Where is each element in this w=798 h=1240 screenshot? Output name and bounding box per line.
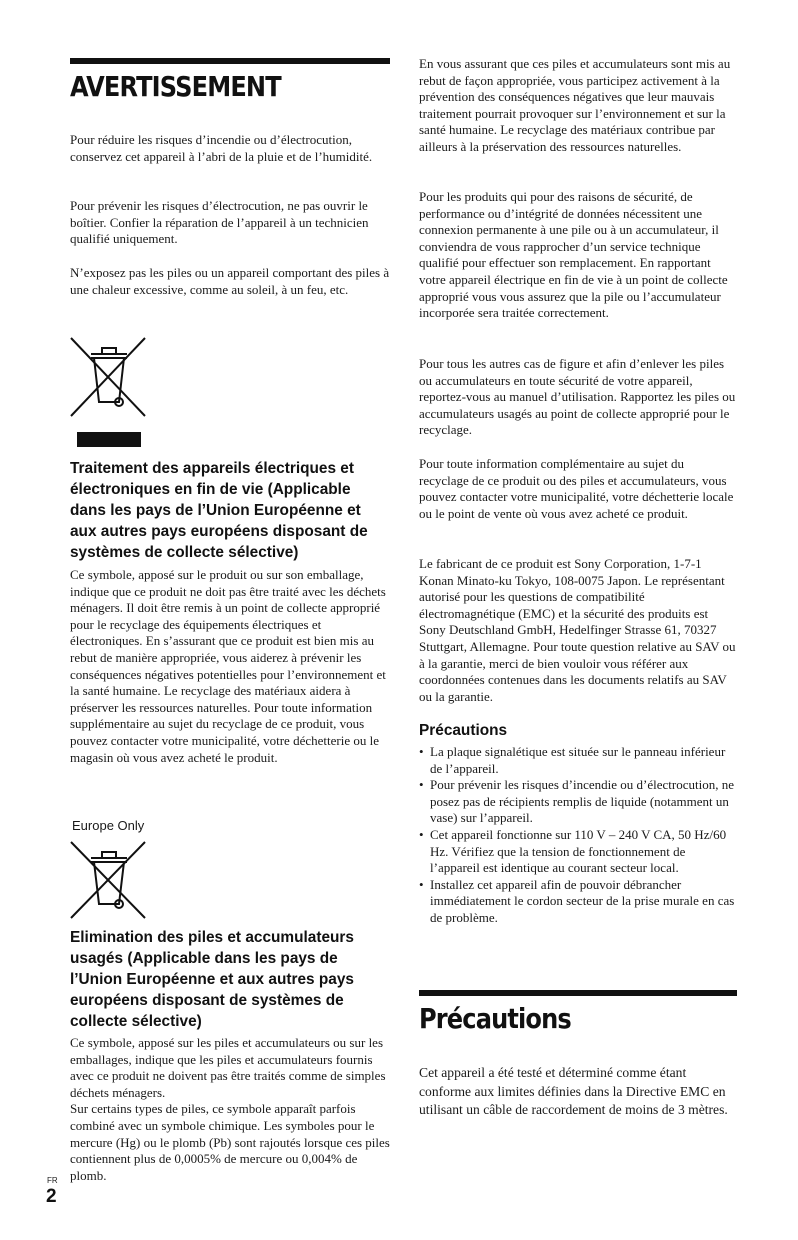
title-rule-precautions xyxy=(419,990,737,996)
page-title-precautions: Précautions xyxy=(419,1002,571,1035)
bullet-icon: • xyxy=(419,744,424,759)
right-paragraph-4: Pour toute information complémentaire au sujet du recyclage de ce produit ou des piles et accumulateurs, vous pouvez contacter votre municipalité, votre déchetterie locale ou le point de vente où vous avez acheté ce produit. xyxy=(419,456,734,521)
right-paragraph-2: Pour les produits qui pour des raisons de sécurité, de performance ou d’intégrité de données nécessitent une connexion permanente à une pile ou à un accumulateur, il conviendra de vous rapprocher d’un service technique qualifié pour effectuer son remplacement. En rapportant votre appareil électrique en fin de vie à un point de collecte approprié vous vous assurez que la pile ou l’accumulateur incorporée sera traitée correctement. xyxy=(419,189,728,321)
weee-heading: Traitement des appareils électriques et électroniques en fin de vie (Applicable dans les pays de l’Union Européenne et aux autres pays européens disposant de systèmes de collecte sélective) xyxy=(70,460,368,561)
list-item-text: Cet appareil fonctionne sur 110 V – 240 V CA, 50 Hz/60 Hz. Vérifiez que la tension de fonctionnement de l’appareil est identique au courant secteur local. xyxy=(430,826,727,876)
list-item xyxy=(419,827,737,877)
page-language-label: FR xyxy=(47,1176,58,1185)
right-paragraph-3: Pour tous les autres cas de figure et afin d’enlever les piles ou accumulateurs en toute sécurité de votre appareil, reportez-vous au manuel d’utilisation. Rapportez les piles ou accumulateurs usagés au point de collecte approprié pour le recyclage. xyxy=(419,356,736,438)
bin-underline-bar xyxy=(77,432,141,447)
europe-only-label: Europe Only xyxy=(72,818,145,833)
list-item xyxy=(419,877,737,927)
page-number: 2 xyxy=(46,1186,57,1207)
warning-paragraph-2: Pour prévenir les risques d’électrocution, ne pas ouvrir le boîtier. Confier la réparation de l’appareil à un technicien qualifié uniquement. xyxy=(70,198,369,247)
list-item xyxy=(419,777,737,827)
list-item-text: Installez cet appareil afin de pouvoir débrancher immédiatement le cordon secteur de la prise murale en cas de problème. xyxy=(430,876,735,925)
right-paragraph-1: En vous assurant que ces piles et accumulateurs sont mis au rebut de façon appropriée, vous participez activement à la prévention des conséquences négatives que leur mauvais traitement pourrait provoquer sur l’environnement et sur la santé humaine. Le recyclage des matériaux contribue par ailleurs à la préservation des ressources naturelles. xyxy=(419,56,731,154)
battery-body: Ce symbole, apposé sur les piles et accumulateurs ou sur les emballages, indique que les piles et accumulateurs fournis avec ce produit ne doivent pas être traités comme de simples déchets ménagers. Sur certains types de piles, ce symbole apparaît parfois combiné avec un symbole chimique. Les symboles pour le mercure (Hg) ou le plomb (Pb) sont rajoutés lorsque ces piles contiennent plus de 0,0005% de mercure ou 0,004% de plomb. xyxy=(70,1035,390,1183)
page-title-avertissement: AVERTISSEMENT xyxy=(70,70,281,103)
crossed-out-bin-icon xyxy=(69,336,147,418)
weee-body: Ce symbole, apposé sur le produit ou sur son emballage, indique que ce produit ne doit pas être traité avec les déchets ménagers. Il doit être remis à un point de collecte approprié pour le recyclage des équipements électriques et électroniques. En s’assurant que ce produit est bien mis au rebut de manière appropriée, vous aiderez à prévenir les conséquences négatives potentielles pour l’environnement et la santé humaine. Le recyclage des matériaux aidera à préserver les ressources naturelles. Pour toute information supplémentaire au sujet du recyclage de ce produit, vous pouvez contacter votre municipalité, votre déchetterie ou le magasin où vous avez acheté le produit. xyxy=(70,567,386,765)
bullet-icon: • xyxy=(419,777,424,793)
list-item-text: Pour prévenir les risques d’incendie ou d’électrocution, ne posez pas de récipients remplis de liquide (notamment un vase) sur l’appareil. xyxy=(430,777,734,826)
bullet-icon: • xyxy=(419,876,424,892)
emc-paragraph: Cet appareil a été testé et déterminé comme étant conforme aux limites définies dans la Directive EMC en utilisant un câble de raccordement de moins de 3 mètres. xyxy=(419,1065,728,1117)
battery-heading: Elimination des piles et accumulateurs usagés (Applicable dans les pays de l’Union Européenne et aux autres pays européens disposant de systèmes de collecte sélective) xyxy=(70,929,354,1030)
warning-paragraph-3: N’exposez pas les piles ou un appareil comportant des piles à une chaleur excessive, comme au soleil, à un feu, etc. xyxy=(70,265,390,297)
list-item xyxy=(419,744,737,777)
warning-paragraph-1: Pour réduire les risques d’incendie ou d’électrocution, conservez cet appareil à l’abri de la pluie et de l’humidité. xyxy=(70,132,373,164)
bullet-icon: • xyxy=(419,826,424,842)
title-rule-avertissement xyxy=(70,58,390,64)
battery-crossed-out-bin-icon xyxy=(69,840,147,920)
list-item-text: La plaque signalétique est située sur le panneau inférieur de l’appareil. xyxy=(430,744,726,776)
precautions-list xyxy=(419,744,737,927)
right-paragraph-5: Le fabricant de ce produit est Sony Corporation, 1-7-1 Konan Minato-ku Tokyo, 108-0075 Japon. Le représentant autorisé pour les questions de compatibilité électromagnétique (EMC) et la sécurité des produits est Sony Deutschland GmbH, Hedelfinger Strasse 61, 70327 Stuttgart, Allemagne. Pour toute question relative au SAV ou à la garantie, merci de bien vouloir vous référer aux coordonnées contenues dans les documents relatifs au SAV ou la garantie. xyxy=(419,556,736,704)
precautions-subheading: Précautions xyxy=(419,722,508,739)
